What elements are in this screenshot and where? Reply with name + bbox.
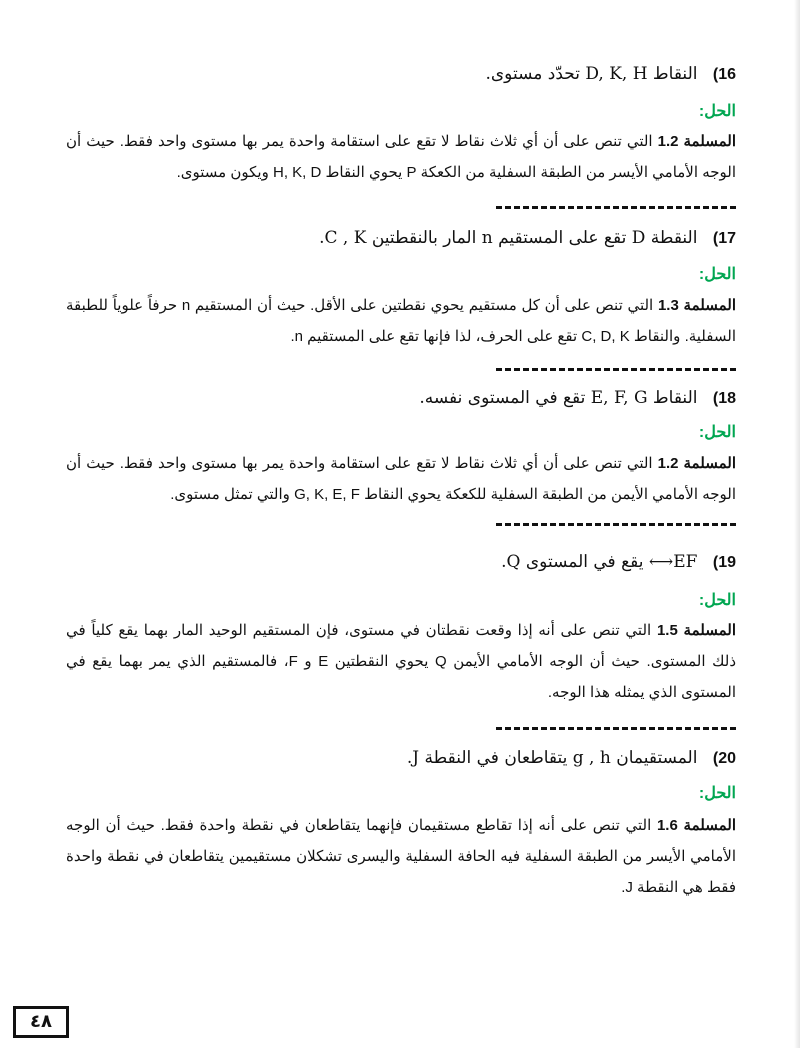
question-statement: النقاط E, F, G تقع في المستوى نفسه. (419, 388, 698, 408)
separator-line (496, 727, 736, 730)
postulate-word: المسلمة (683, 622, 737, 639)
solution-label: الحل: (698, 103, 736, 120)
postulate-number: 1.6 (656, 817, 678, 834)
question-statement: المستقيمان g , h يتقاطعان في النقطة J. (406, 748, 698, 768)
question-number: 16) (712, 66, 736, 83)
question-statement: النقاط D, K, H تحدّد مستوى. (485, 64, 698, 84)
postulate-word: المسلمة (683, 297, 737, 314)
postulate-word: المسلمة (683, 133, 736, 150)
question-statement: النقطة D تقع على المستقيم n المار بالنقطتين C , K. (319, 228, 698, 248)
explanation-text: التي تنص على أن أي ثلاث نقاط لا تقع على استقامة واحدة يمر بها مستوى واحد فقط. حيث أن الوجه الأمامي الأيمن من الطبقة السفلية للكعكة يحوي النقاط G, K, E, F والتي تمثل مستوى. (66, 455, 736, 503)
question-statement: EF⟷ يقع في المستوى Q. (501, 552, 698, 572)
question-number: 17) (712, 230, 736, 247)
explanation-text: التي تنص على أن أي ثلاث نقاط لا تقع على استقامة واحدة يمر بها مستوى واحد فقط. حيث أن الوجه الأمامي الأيسر من الطبقة السفلية من الكعكة P يحوي النقاط H, K, D ويكون مستوى. (66, 133, 736, 181)
explanation-text: التي تنص على أن كل مستقيم يحوي نقطتين على الأقل. حيث أن المستقيم n حرفاً علوياً للطبقة السفلية. والنقاط C, D, K تقع على الحرف، لذا فإنها تقع على المستقيم n. (66, 297, 736, 345)
page-edge-shadow (794, 0, 800, 1048)
question-16 (485, 64, 736, 84)
solution-paragraph (66, 290, 736, 352)
question-19 (501, 552, 736, 572)
postulate-word: المسلمة (683, 817, 737, 834)
postulate-number: 1.2 (657, 133, 679, 150)
postulate-word: المسلمة (683, 455, 736, 472)
solution-paragraph (66, 448, 736, 510)
question-18 (419, 388, 736, 408)
separator-line (496, 206, 736, 209)
solution-paragraph (66, 615, 736, 708)
question-number: 19) (712, 554, 736, 571)
postulate-number: 1.5 (656, 622, 678, 639)
separator-line (496, 368, 736, 371)
page-number: ٤٨ (13, 1006, 69, 1038)
question-20 (407, 748, 736, 768)
solution-paragraph (66, 126, 736, 188)
question-17 (319, 228, 736, 248)
postulate-number: 1.2 (657, 455, 679, 472)
postulate-number: 1.3 (657, 297, 679, 314)
solution-label: الحل: (698, 785, 736, 802)
question-number: 18) (712, 390, 736, 407)
solution-label: الحل: (698, 266, 736, 283)
question-number: 20) (712, 750, 736, 767)
solution-label: الحل: (698, 592, 736, 609)
solution-label: الحل: (698, 424, 736, 441)
explanation-text: التي تنص على أنه إذا وقعت نقطتان في مستوى، فإن المستقيم الوحيد المار بهما يقع كلياً في ذلك المستوى. حيث أن الوجه الأمامي الأيمن Q يحوي النقطتين E و F، فالمستقيم الذي يمر بهما يقع في المستوى الذي يمثله هذا الوجه. (66, 622, 736, 701)
explanation-text: التي تنص على أنه إذا تقاطع مستقيمان فإنهما يتقاطعان في نقطة واحدة فقط. حيث أن الوجه الأمامي الأيسر من الطبقة السفلية فيه الحافة السفلية واليسرى تشكلان مستقيمين يتقاطعان في نقطة واحدة فقط هي النقطة J. (66, 817, 736, 896)
solution-paragraph (66, 810, 736, 903)
separator-line (496, 523, 736, 526)
